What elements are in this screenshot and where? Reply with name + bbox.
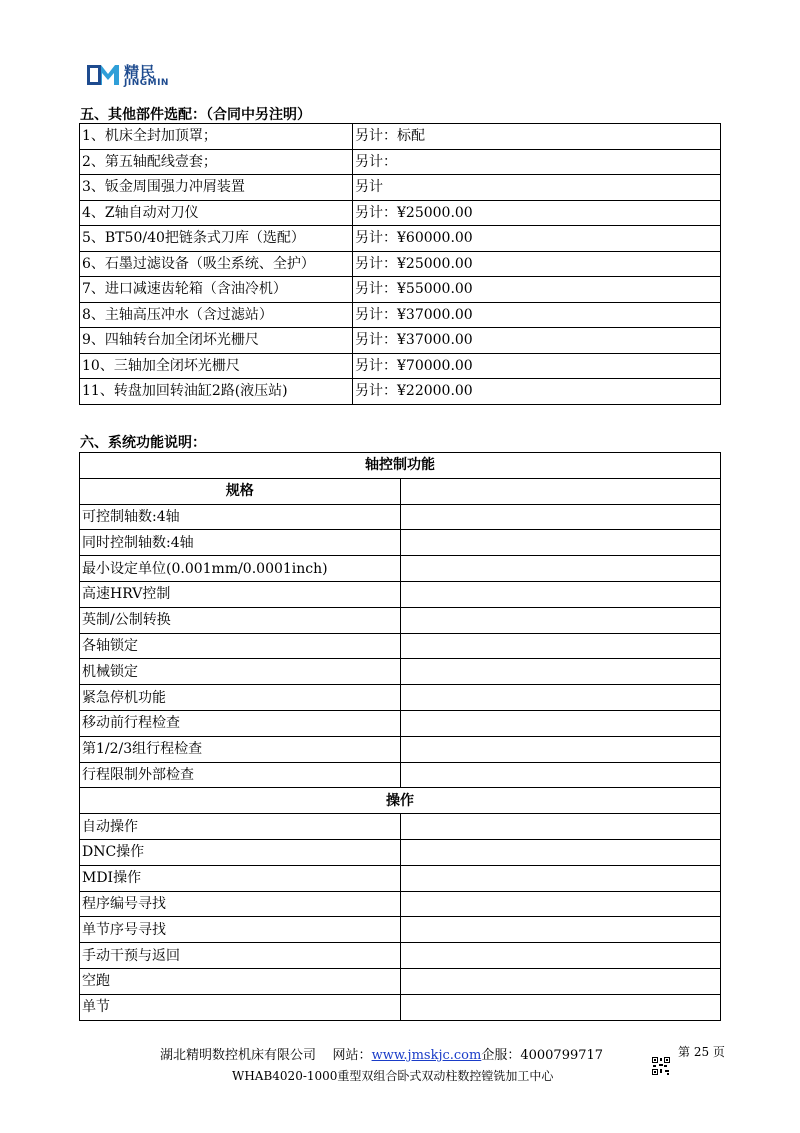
page-number: 第 25 页 xyxy=(678,1045,725,1059)
footer-company: 湖北精明数控机床有限公司 xyxy=(160,1048,317,1063)
row-label: 可控制轴数:4轴 xyxy=(80,504,401,530)
spec-row xyxy=(80,478,721,504)
row-value: 另计：¥37000.00 xyxy=(353,328,721,354)
row-value: 另计：¥25000.00 xyxy=(353,251,721,277)
row-label: 英制/公制转换 xyxy=(80,607,401,633)
axis-function-row xyxy=(80,685,721,711)
axis-function-row xyxy=(80,607,721,633)
row-label: 自动操作 xyxy=(80,814,401,840)
row-label: 2、第五轴配线壹套； xyxy=(80,149,353,175)
row-label: 10、三轴加全闭坏光栅尺 xyxy=(80,353,353,379)
operation-row xyxy=(80,839,721,865)
axis-header-row xyxy=(80,453,721,479)
row-value: 另计：¥37000.00 xyxy=(353,302,721,328)
parts-row xyxy=(80,328,721,354)
row-label: 8、主轴高压冲水（含过滤站） xyxy=(80,302,353,328)
parts-table xyxy=(79,123,721,405)
operation-row xyxy=(80,968,721,994)
section6-title: 六、系统功能说明： xyxy=(80,435,206,451)
parts-row xyxy=(80,175,721,201)
spec-label: 规格 xyxy=(80,478,401,504)
row-value: 另计 xyxy=(353,175,721,201)
row-value: 另计：标配 xyxy=(353,124,721,150)
parts-row xyxy=(80,226,721,252)
operation-row xyxy=(80,994,721,1020)
row-label: 紧急停机功能 xyxy=(80,685,401,711)
footer-phone: 4000799717 xyxy=(520,1048,604,1063)
qr-code-icon xyxy=(651,1056,671,1076)
parts-row xyxy=(80,277,721,303)
logo-en-text: JINGMIN xyxy=(124,78,169,88)
company-logo xyxy=(86,60,182,90)
row-value xyxy=(400,762,721,788)
row-value: 另计：¥25000.00 xyxy=(353,200,721,226)
footer-site-label: 网站： xyxy=(332,1048,372,1063)
axis-function-row xyxy=(80,736,721,762)
section5-title: 五、其他部件选配：（合同中另注明） xyxy=(80,107,311,123)
parts-row xyxy=(80,124,721,150)
row-label: 行程限制外部检查 xyxy=(80,762,401,788)
row-label: 单节序号寻找 xyxy=(80,917,401,943)
parts-row xyxy=(80,149,721,175)
axis-function-row xyxy=(80,710,721,736)
axis-function-row xyxy=(80,504,721,530)
axis-function-row xyxy=(80,530,721,556)
parts-row xyxy=(80,353,721,379)
row-value xyxy=(400,659,721,685)
operation-row xyxy=(80,865,721,891)
row-value: 另计：¥22000.00 xyxy=(353,379,721,405)
axis-function-row xyxy=(80,633,721,659)
parts-row xyxy=(80,200,721,226)
row-label: 7、进口减速齿轮箱（含油冷机） xyxy=(80,277,353,303)
row-value xyxy=(400,994,721,1020)
row-label: 最小设定单位(0.001mm/0.0001inch) xyxy=(80,556,401,582)
row-value xyxy=(400,504,721,530)
parts-row xyxy=(80,379,721,405)
row-label: 11、转盘加回转油缸2路(液压站) xyxy=(80,379,353,405)
row-value xyxy=(400,839,721,865)
row-value: 另计：¥70000.00 xyxy=(353,353,721,379)
row-value xyxy=(400,943,721,969)
row-label: 移动前行程检查 xyxy=(80,710,401,736)
row-value xyxy=(400,814,721,840)
row-label: 5、BT50/40把链条式刀库（选配） xyxy=(80,226,353,252)
axis-function-row xyxy=(80,762,721,788)
website-link[interactable]: www.jmskjc.com xyxy=(371,1048,482,1063)
row-label: 同时控制轴数:4轴 xyxy=(80,530,401,556)
row-label: 手动干预与返回 xyxy=(80,943,401,969)
axis-function-row xyxy=(80,659,721,685)
operation-header: 操作 xyxy=(80,788,721,814)
operation-row xyxy=(80,917,721,943)
row-label: 6、石墨过滤设备（吸尘系统、全护） xyxy=(80,251,353,277)
row-label: 机械锁定 xyxy=(80,659,401,685)
row-label: 各轴锁定 xyxy=(80,633,401,659)
row-label: 空跑 xyxy=(80,968,401,994)
logo-cn-text: 精民 xyxy=(124,63,157,81)
axis-function-row xyxy=(80,556,721,582)
row-value: 另计：¥60000.00 xyxy=(353,226,721,252)
footer-phone-label: 企服： xyxy=(481,1048,521,1063)
axis-function-row xyxy=(80,581,721,607)
row-value: 另计：¥55000.00 xyxy=(353,277,721,303)
row-value xyxy=(400,710,721,736)
row-label: 9、四轴转台加全闭坏光栅尺 xyxy=(80,328,353,354)
parts-row xyxy=(80,302,721,328)
jingmin-logo-icon xyxy=(86,62,120,88)
row-value xyxy=(400,607,721,633)
row-label: 4、Z轴自动对刀仪 xyxy=(80,200,353,226)
op-header-row xyxy=(80,788,721,814)
row-value xyxy=(400,865,721,891)
parts-row xyxy=(80,251,721,277)
operation-row xyxy=(80,814,721,840)
row-label: MDI操作 xyxy=(80,865,401,891)
row-label: 高速HRV控制 xyxy=(80,581,401,607)
axis-control-header: 轴控制功能 xyxy=(80,453,721,479)
row-label: 单节 xyxy=(80,994,401,1020)
row-value: 另计： xyxy=(353,149,721,175)
row-value xyxy=(400,891,721,917)
row-value xyxy=(400,556,721,582)
row-value xyxy=(400,968,721,994)
row-value xyxy=(400,917,721,943)
row-value xyxy=(400,685,721,711)
footer-contact xyxy=(160,1044,603,1063)
row-label: 程序编号寻找 xyxy=(80,891,401,917)
operation-row xyxy=(80,891,721,917)
spec-value xyxy=(400,478,721,504)
function-table xyxy=(79,452,721,1021)
footer-product: WHAB4020-1000重型双组合卧式双动柱数控镗铣加工中心 xyxy=(232,1069,554,1083)
row-label: 第1/2/3组行程检查 xyxy=(80,736,401,762)
row-value xyxy=(400,633,721,659)
row-label: DNC操作 xyxy=(80,839,401,865)
operation-row xyxy=(80,943,721,969)
row-value xyxy=(400,581,721,607)
row-value xyxy=(400,530,721,556)
row-value xyxy=(400,736,721,762)
row-label: 1、机床全封加顶罩； xyxy=(80,124,353,150)
row-label: 3、钣金周围强力冲屑装置 xyxy=(80,175,353,201)
